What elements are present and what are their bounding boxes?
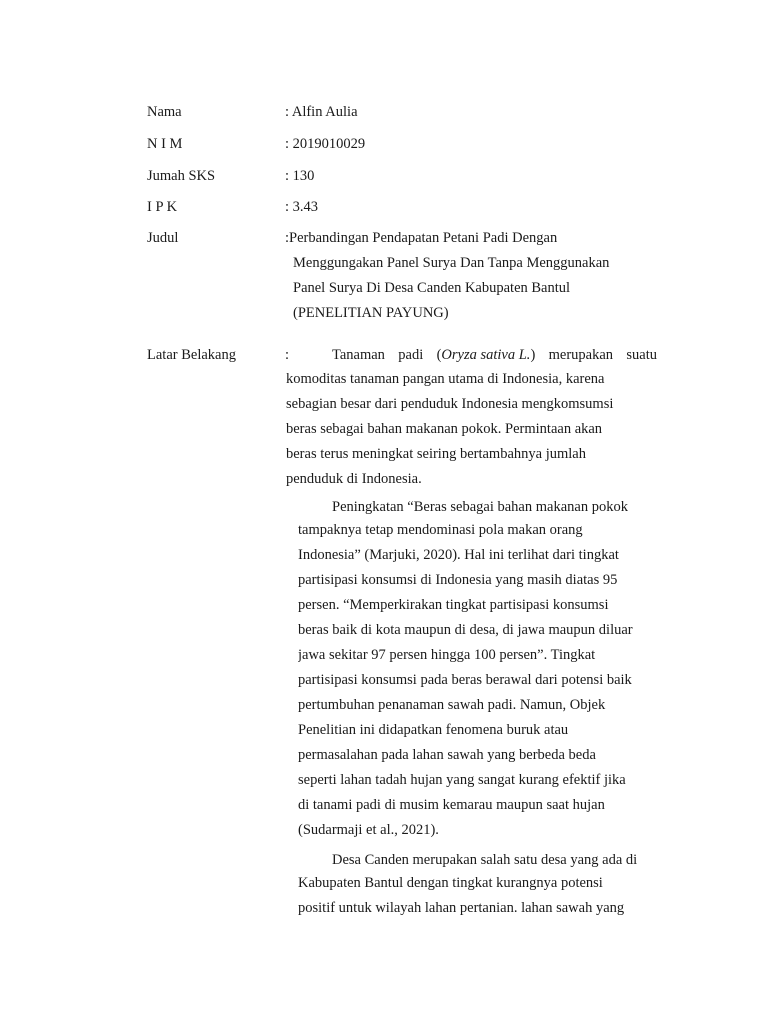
latar-colon: : xyxy=(285,347,290,363)
judul-line-1: :Perbandingan Pendapatan Petani Padi Dengan xyxy=(285,230,558,246)
latar-paragraph-1 xyxy=(286,367,657,492)
p2-line: di tanami padi di musim kemarau maupun saat hujan xyxy=(298,797,605,813)
label-nim: N I M xyxy=(147,136,183,152)
p2-line: jawa sekitar 97 persen hingga 100 persen”. Tingkat xyxy=(298,647,596,663)
label-nama: Nama xyxy=(147,104,182,120)
value-sks: : 130 xyxy=(285,168,315,184)
p2-line: beras baik di kota maupun di desa, di jawa maupun diluar xyxy=(298,622,633,638)
p2-line: seperti lahan tadah hujan yang sangat kurang efektif jika xyxy=(298,772,626,788)
p2-line: permasalahan pada lahan sawah yang berbeda beda xyxy=(298,747,596,763)
p3-line: Kabupaten Bantul dengan tingkat kurangnya potensi xyxy=(298,875,603,891)
latar-paragraph-2 xyxy=(298,518,657,843)
p2-line: Indonesia” (Marjuki, 2020). Hal ini terlihat dari tingkat xyxy=(298,547,619,563)
p1-text-c: (Oryza sativa L.) xyxy=(436,347,536,363)
p2-line-first: Peningkatan “Beras sebagai bahan makanan pokok xyxy=(332,499,628,515)
p1-text-d: merupakan xyxy=(548,347,614,363)
p1-line: penduduk di Indonesia. xyxy=(286,471,422,487)
value-nim: : 2019010029 xyxy=(285,136,366,152)
judul-line-4: (PENELITIAN PAYUNG) xyxy=(293,305,449,321)
p1-line: komoditas tanaman pangan utama di Indonesia, karena xyxy=(286,371,605,387)
label-judul: Judul xyxy=(147,230,179,246)
label-sks: Jumah SKS xyxy=(147,168,216,184)
p1-text-b: padi xyxy=(398,347,424,363)
p2-line: (Sudarmaji et al., 2021). xyxy=(298,822,439,838)
p2-line: partisipasi konsumsi pada beras berawal dari potensi baik xyxy=(298,672,632,688)
p2-line: Penelitian ini didapatkan fenomena buruk atau xyxy=(298,722,569,738)
label-latar-belakang: Latar Belakang xyxy=(147,347,236,363)
p3-line-first: Desa Canden merupakan salah satu desa yang ada di xyxy=(332,852,638,868)
p2-line: tampaknya tetap mendominasi pola makan orang xyxy=(298,522,583,538)
p1-line: sebagian besar dari penduduk Indonesia mengkomsumsi xyxy=(286,396,614,412)
p2-line: partisipasi konsumsi di Indonesia yang masih diatas 95 xyxy=(298,572,618,588)
label-ipk: I P K xyxy=(147,199,178,215)
p1-line: beras terus meningkat seiring bertambahnya jumlah xyxy=(286,446,586,462)
p1-text-e: suatu xyxy=(626,347,657,363)
judul-line-2: Menggungakan Panel Surya Dan Tanpa Menggunakan xyxy=(293,255,610,271)
value-ipk: : 3.43 xyxy=(285,199,319,215)
p2-line: persen. “Memperkirakan tingkat partisipasi konsumsi xyxy=(298,597,609,613)
p1-text-a: Tanaman xyxy=(332,347,385,363)
latar-paragraph-3 xyxy=(298,871,657,921)
p3-line: positif untuk wilayah lahan pertanian. lahan sawah yang xyxy=(298,900,625,916)
species-name: Oryza sativa L. xyxy=(441,347,531,363)
latar-p1-line-1 xyxy=(332,346,657,364)
p2-line: pertumbuhan penanaman sawah padi. Namun, Objek xyxy=(298,697,606,713)
judul-line-3: Panel Surya Di Desa Canden Kabupaten Bantul xyxy=(293,280,571,296)
value-nama: : Alfin Aulia xyxy=(285,104,358,120)
p1-line: beras sebagai bahan makanan pokok. Permintaan akan xyxy=(286,421,603,437)
